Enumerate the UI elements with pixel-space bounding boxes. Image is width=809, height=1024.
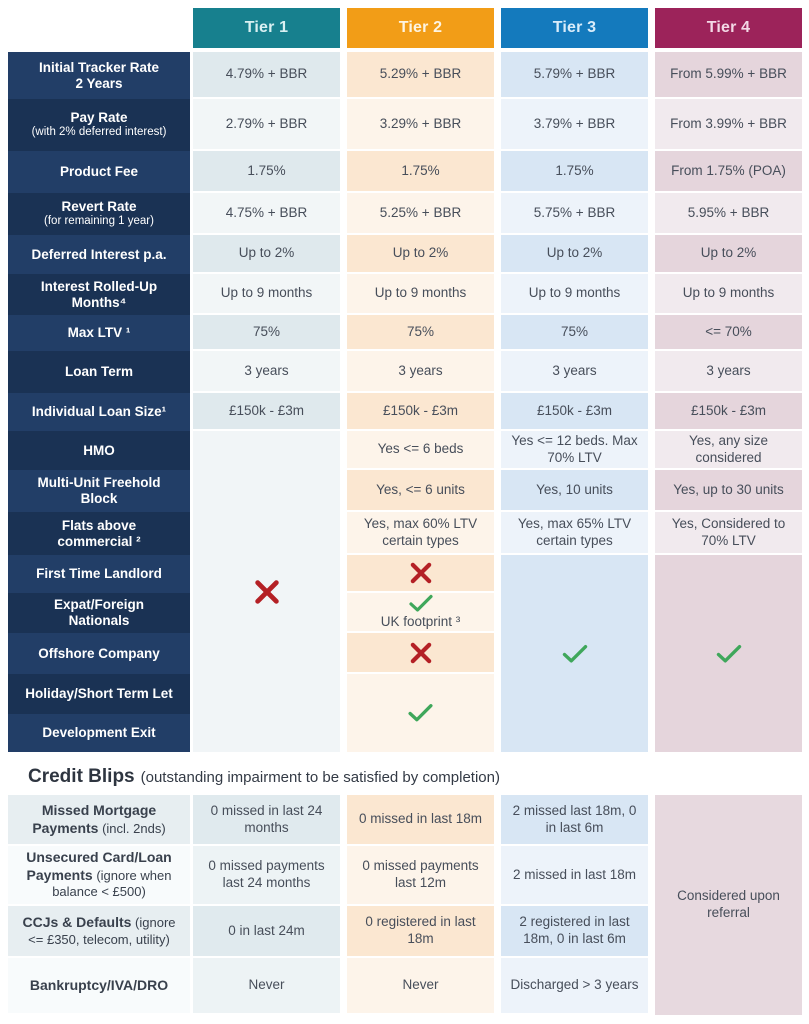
ccjs-t1: 0 in last 24m: [193, 906, 340, 958]
missed-mortgage-t3: 2 missed last 18m, 0 in last 6m: [501, 795, 648, 846]
tier-2-header: Tier 2: [347, 8, 494, 48]
row-label-bankruptcy: Bankruptcy/IVA/DRO: [8, 958, 190, 1015]
loan-term-t1: 3 years: [193, 351, 340, 393]
tier-3-header: Tier 3: [501, 8, 648, 48]
mufb-t4: Yes, up to 30 units: [655, 470, 802, 512]
bankruptcy-t2: Never: [347, 958, 494, 1015]
revert-rate-t2: 5.25% + BBR: [347, 193, 494, 235]
tier3-criteria-block: [501, 555, 648, 752]
first-time-landlord-t2: [347, 555, 494, 593]
row-label-pay-rate: Pay Rate (with 2% deferred interest): [8, 99, 190, 151]
tier-1-header: Tier 1: [193, 8, 340, 48]
unsecured-t3: 2 missed in last 18m: [501, 846, 648, 906]
product-fee-t2: 1.75%: [347, 151, 494, 193]
bankruptcy-t1: Never: [193, 958, 340, 1015]
row-label-loan-term: Loan Term: [8, 351, 190, 393]
tier4-credit-block: Considered upon referral: [655, 795, 802, 1015]
initial-rate-t4: From 5.99% + BBR: [655, 52, 802, 99]
tier4-criteria-block: [655, 555, 802, 752]
revert-rate-t1: 4.75% + BBR: [193, 193, 340, 235]
credit-blips-subtitle: (outstanding impairment to be satisfied by completion): [140, 768, 500, 786]
tier-comparison-table: [8, 8, 809, 752]
loan-term-t3: 3 years: [501, 351, 648, 393]
row-label-hmo: HMO: [8, 431, 190, 470]
row-label-loan-size: Individual Loan Size¹: [8, 393, 190, 431]
deferred-interest-t4: Up to 2%: [655, 235, 802, 274]
loan-size-t4: £150k - £3m: [655, 393, 802, 431]
pay-rate-t3: 3.79% + BBR: [501, 99, 648, 151]
initial-rate-t3: 5.79% + BBR: [501, 52, 648, 99]
row-label-mufb: Multi-Unit Freehold Block: [8, 470, 190, 512]
expat-t2: [347, 593, 494, 633]
missed-mortgage-t2: 0 missed in last 18m: [347, 795, 494, 846]
mufb-t2: Yes, <= 6 units: [347, 470, 494, 512]
deferred-interest-t3: Up to 2%: [501, 235, 648, 274]
rolled-up-t1: Up to 9 months: [193, 274, 340, 315]
offshore-t2: [347, 633, 494, 674]
row-label-deferred-interest: Deferred Interest p.a.: [8, 235, 190, 274]
credit-blips-title: Credit Blips: [28, 766, 135, 787]
pay-rate-t4: From 3.99% + BBR: [655, 99, 802, 151]
expat-note: UK footprint ³: [380, 613, 461, 629]
bankruptcy-t3: Discharged > 3 years: [501, 958, 648, 1015]
mufb-t3: Yes, 10 units: [501, 470, 648, 512]
cross-icon: [251, 576, 283, 608]
unsecured-t2: 0 missed payments last 12m: [347, 846, 494, 906]
loan-term-t4: 3 years: [655, 351, 802, 393]
row-label-expat: Expat/Foreign Nationals: [8, 593, 190, 633]
tier-4-header: Tier 4: [655, 8, 802, 48]
max-ltv-t3: 75%: [501, 315, 648, 351]
revert-rate-t4: 5.95% + BBR: [655, 193, 802, 235]
flats-commercial-t3: Yes, max 65% LTV certain types: [501, 512, 648, 555]
holiday-devexit-t2: [347, 674, 494, 752]
check-icon: [407, 703, 434, 723]
row-label-initial-tracker-rate: Initial Tracker Rate 2 Years: [8, 52, 190, 99]
revert-rate-t3: 5.75% + BBR: [501, 193, 648, 235]
row-label-flats-commercial: Flats above commercial ²: [8, 512, 190, 555]
pay-rate-t2: 3.29% + BBR: [347, 99, 494, 151]
row-label-max-ltv: Max LTV ¹: [8, 315, 190, 351]
ccjs-t2: 0 registered in last 18m: [347, 906, 494, 958]
hmo-t3: Yes <= 12 beds. Max 70% LTV: [501, 431, 648, 470]
deferred-interest-t2: Up to 2%: [347, 235, 494, 274]
row-label-ccjs: CCJs & Defaults (ignore <= £350, telecom, utility): [8, 906, 190, 958]
product-fee-t3: 1.75%: [501, 151, 648, 193]
row-label-first-time-landlord: First Time Landlord: [8, 555, 190, 593]
hmo-t4: Yes, any size considered: [655, 431, 802, 470]
loan-size-t3: £150k - £3m: [501, 393, 648, 431]
max-ltv-t2: 75%: [347, 315, 494, 351]
credit-blips-table: [8, 795, 809, 1015]
row-label-holiday-let: Holiday/Short Term Let: [8, 674, 190, 714]
loan-size-t1: £150k - £3m: [193, 393, 340, 431]
product-fee-t1: 1.75%: [193, 151, 340, 193]
hmo-t2: Yes <= 6 beds: [347, 431, 494, 470]
row-label-product-fee: Product Fee: [8, 151, 190, 193]
rolled-up-t4: Up to 9 months: [655, 274, 802, 315]
ccjs-t3: 2 registered in last 18m, 0 in last 6m: [501, 906, 648, 958]
product-fee-t4: From 1.75% (POA): [655, 151, 802, 193]
pay-rate-t1: 2.79% + BBR: [193, 99, 340, 151]
credit-blips-heading: [28, 765, 809, 789]
check-icon: [715, 644, 743, 664]
loan-term-t2: 3 years: [347, 351, 494, 393]
initial-rate-t1: 4.79% + BBR: [193, 52, 340, 99]
missed-mortgage-t1: 0 missed in last 24 months: [193, 795, 340, 846]
unsecured-t1: 0 missed payments last 24 months: [193, 846, 340, 906]
deferred-interest-t1: Up to 2%: [193, 235, 340, 274]
row-label-revert-rate: Revert Rate (for remaining 1 year): [8, 193, 190, 235]
row-label-interest-rolled-up: Interest Rolled-Up Months⁴: [8, 274, 190, 315]
max-ltv-t4: <= 70%: [655, 315, 802, 351]
loan-size-t2: £150k - £3m: [347, 393, 494, 431]
row-label-unsecured: Unsecured Card/Loan Payments (ignore when balance < £500): [8, 846, 190, 906]
row-label-development-exit: Development Exit: [8, 714, 190, 752]
flats-commercial-t2: Yes, max 60% LTV certain types: [347, 512, 494, 555]
max-ltv-t1: 75%: [193, 315, 340, 351]
check-icon: [408, 594, 434, 613]
initial-rate-t2: 5.29% + BBR: [347, 52, 494, 99]
rolled-up-t2: Up to 9 months: [347, 274, 494, 315]
flats-commercial-t4: Yes, Considered to 70% LTV: [655, 512, 802, 555]
cross-icon: [407, 559, 435, 587]
tier1-criteria-block: [193, 431, 340, 752]
check-icon: [561, 644, 589, 664]
rolled-up-t3: Up to 9 months: [501, 274, 648, 315]
row-label-offshore: Offshore Company: [8, 633, 190, 674]
row-label-missed-mortgage: Missed Mortgage Payments (incl. 2nds): [8, 795, 190, 846]
cross-icon: [407, 639, 435, 667]
